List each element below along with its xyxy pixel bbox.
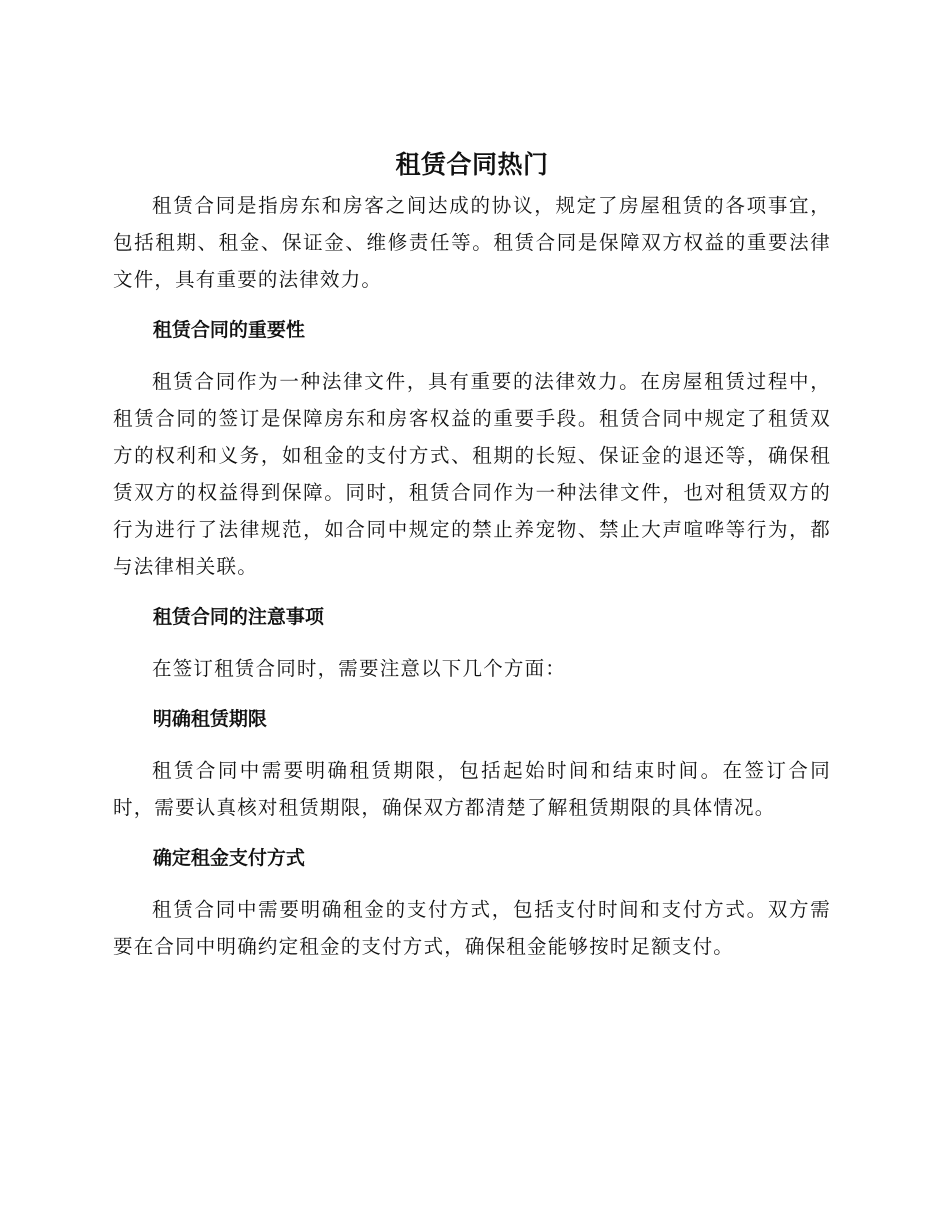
intro-paragraph: 租赁合同是指房东和房客之间达成的协议，规定了房屋租赁的各项事宜，包括租期、租金、保证金、维修责任等。租赁合同是保障双方权益的重要法律文件，具有重要的法律效力。 — [113, 194, 831, 291]
section-paragraph-payment-method: 租赁合同中需要明确租金的支付方式，包括支付时间和支付方式。双方需要在合同中明确约定租金的支付方式，确保租金能够按时足额支付。 — [113, 898, 831, 958]
section-heading-importance: 租赁合同的重要性 — [152, 319, 305, 341]
section-heading-notes: 租赁合同的注意事项 — [152, 606, 324, 628]
document-title: 租赁合同热门 — [395, 150, 549, 179]
section-heading-payment-method: 确定租金支付方式 — [152, 847, 305, 869]
section-paragraph-importance: 租赁合同作为一种法律文件，具有重要的法律效力。在房屋租赁过程中，租赁合同的签订是保障房东和房客权益的重要手段。租赁合同中规定了租赁双方的权利和义务，如租金的支付方式、租期的长短、保证金的退还等，确保租赁双方的权益得到保障。同时，租赁合同作为一种法律文件，也对租赁双方的行为进行了法律规范，如合同中规定的禁止养宠物、禁止大声喧哗等行为，都与法律相关联。 — [113, 370, 831, 578]
section-paragraph-lease-term: 租赁合同中需要明确租赁期限，包括起始时间和结束时间。在签订合同时，需要认真核对租赁期限，确保双方都清楚了解租赁期限的具体情况。 — [113, 759, 831, 819]
section-heading-lease-term: 明确租赁期限 — [152, 708, 267, 730]
document-page — [113, 143, 831, 980]
section-paragraph-notes: 在签订租赁合同时，需要注意以下几个方面： — [152, 657, 567, 680]
